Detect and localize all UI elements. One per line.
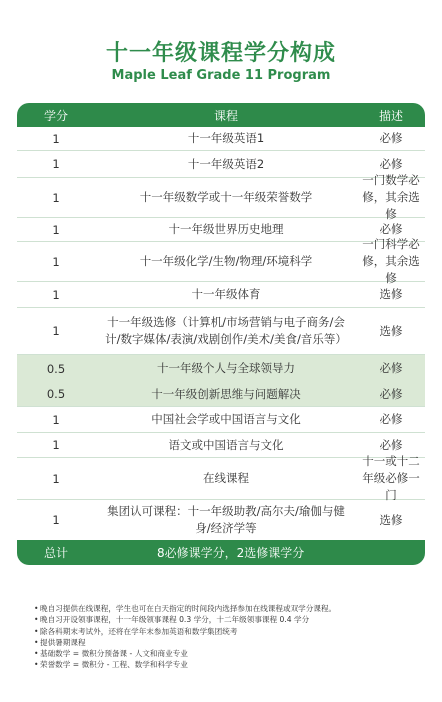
row-credits: 1 (52, 471, 60, 486)
row-course: 十一年级英语2 (187, 156, 265, 171)
row-description: 选修 (379, 512, 403, 527)
footer-total: 8必修课学分，2选修课学分 (157, 546, 305, 560)
row-credits: 1 (52, 513, 60, 527)
row-course: 十一年级创新思维与问题解决 (151, 386, 301, 401)
table-row (17, 127, 425, 151)
row-description: 一门数学必修，其余选修 (362, 173, 420, 221)
row-credits: 1 (52, 190, 60, 205)
note-item: • 晚自习开设领事课程，十一年级领事课程 0.3 学分，十二年级领事课程 0.4 学分 (34, 614, 434, 625)
table-row (17, 173, 425, 221)
note-item: • 除各科期末考试外，还将在学年末参加英语和数学集团统考 (34, 626, 434, 637)
row-course: 语文或中国语言与文化 (168, 437, 284, 452)
header-credits: 学分 (43, 108, 68, 123)
row-course: 十一年级化学/生物/物理/环境科学 (139, 254, 313, 268)
table-row (17, 282, 425, 308)
row-credits: 1 (52, 324, 60, 338)
row-credits: 0.5 (46, 387, 66, 401)
row-description: 必修 (379, 361, 403, 375)
notes-list (34, 603, 434, 671)
row-description: 选修 (379, 287, 403, 301)
row-description: 必修 (379, 386, 403, 401)
row-course: 在线课程 (203, 471, 249, 485)
row-credits: 1 (52, 254, 60, 269)
table-row (17, 407, 425, 433)
note-item: • 荣誉数学 = 微积分 - 工程、数学和科学专业 (34, 659, 434, 670)
row-description: 必修 (379, 131, 403, 145)
row-credits: 1 (52, 287, 60, 302)
page-title: 十一年级课程学分构成 (105, 41, 336, 66)
note-item: • 晚自习提供在线课程，学生也可在白天指定的时间段内选择参加在线课程或双学分课程。 (34, 603, 434, 614)
table-row (17, 308, 425, 355)
row-description: 必修 (379, 222, 403, 236)
row-course: 中国社会学或中国语言与文化 (151, 412, 301, 426)
note-item: • 提供暑期课程 (34, 637, 434, 648)
row-description: 必修 (379, 412, 403, 426)
table-row (17, 454, 425, 502)
table-row (17, 237, 425, 285)
row-description: 选修 (379, 323, 403, 338)
row-credits: 1 (52, 438, 60, 452)
header-course: 课程 (213, 108, 238, 123)
row-description: 一门科学必修，其余选修 (362, 237, 420, 285)
row-credits: 1 (52, 412, 60, 427)
header-description: 描述 (378, 108, 403, 123)
row-description: 必修 (379, 437, 403, 452)
row-course: 十一年级数学或十一年级荣誉数学 (139, 190, 313, 204)
table-row (17, 500, 425, 540)
row-course: 集团认可课程：十一年级助教/高尔夫/瑜伽与健身/经济学等 (107, 504, 345, 535)
row-course: 十一年级选修（计算机/市场营销与电子商务/会计/数字媒体/表演/戏剧创作/美术/美食/音乐等） (105, 315, 347, 346)
note-item: • 基础数学 = 微积分预备课 - 人文和商业专业 (34, 648, 434, 659)
row-course: 十一年级世界历史地理 (168, 222, 284, 236)
row-credits: 1 (52, 222, 60, 237)
table-header (17, 103, 425, 127)
table-row-highlighted (17, 355, 425, 382)
row-description: 必修 (379, 156, 403, 171)
row-credits: 1 (52, 157, 60, 171)
table-row-highlighted (17, 382, 425, 407)
row-description: 十一或十二年级必修一门 (362, 454, 420, 502)
row-credits: 0.5 (46, 361, 66, 376)
row-course: 十一年级英语1 (187, 131, 265, 145)
row-course: 十一年级个人与全球领导力 (157, 361, 295, 375)
row-course: 十一年级体育 (191, 287, 261, 301)
row-credits: 1 (52, 131, 60, 146)
credits-table (17, 103, 425, 565)
page-subtitle: Maple Leaf Grade 11 Program (111, 68, 331, 83)
table-footer (17, 540, 425, 565)
footer-label: 总计 (43, 546, 68, 560)
